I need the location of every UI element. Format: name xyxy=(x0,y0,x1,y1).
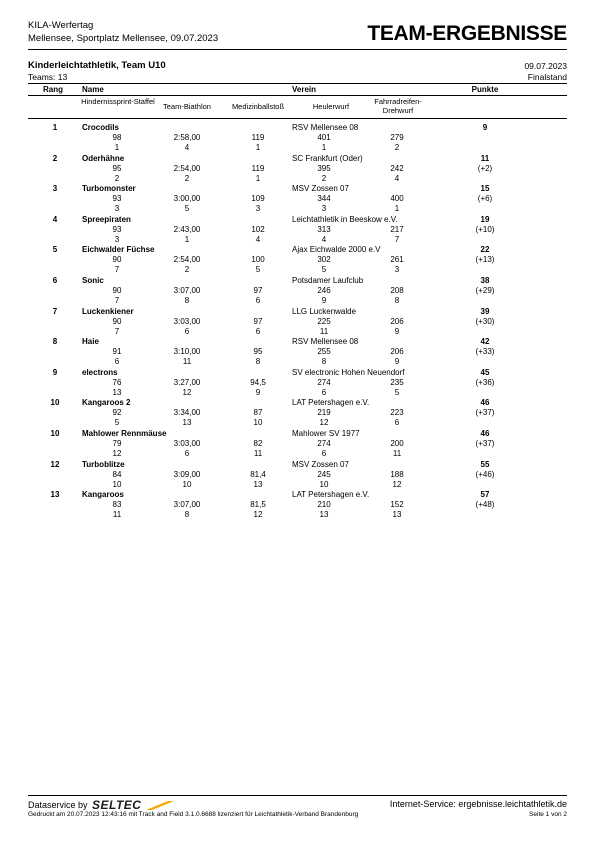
discipline-header: Team-Biathlon xyxy=(163,102,211,111)
result-value: 95 xyxy=(112,163,122,173)
result-place: 5 xyxy=(255,265,261,275)
result-value: 401 xyxy=(317,133,331,142)
result-value: 90 xyxy=(112,255,122,265)
event-name: KILA-Werfertag xyxy=(28,20,94,31)
result-place: 3 xyxy=(394,265,400,275)
result-place: 10 xyxy=(182,479,192,489)
team-name: Kangaroos 2 xyxy=(82,398,131,408)
result-place: 1 xyxy=(255,173,261,183)
result-value: 2:54,00 xyxy=(173,163,201,173)
club-name: RSV Mellensee 08 xyxy=(292,337,359,347)
result-place: 4 xyxy=(321,234,327,244)
table-row xyxy=(28,245,567,276)
result-place: 6 xyxy=(114,357,120,367)
result-value: 98 xyxy=(112,133,122,142)
result-value: 3:03,00 xyxy=(173,439,201,448)
result-value: 261 xyxy=(390,255,404,265)
points-cell: 39 xyxy=(480,306,490,316)
result-place: 12 xyxy=(319,418,329,428)
club-name: LLG Luckenwalde xyxy=(292,306,357,316)
result-place: 13 xyxy=(112,387,122,397)
points-cell: 42 xyxy=(480,337,490,347)
result-place: 11 xyxy=(319,326,329,336)
result-value: 313 xyxy=(317,224,331,234)
result-place: 1 xyxy=(114,143,120,152)
result-value: 79 xyxy=(112,439,122,448)
result-place: 9 xyxy=(321,296,327,305)
result-place: 11 xyxy=(253,449,263,458)
result-place: 6 xyxy=(255,296,261,305)
result-value: 97 xyxy=(253,286,263,295)
table-row xyxy=(28,490,567,521)
col-points: Punkte xyxy=(471,85,499,94)
table-row xyxy=(28,184,567,215)
result-place: 13 xyxy=(253,479,263,489)
result-place: 2 xyxy=(114,173,120,183)
result-value: 2:43,00 xyxy=(173,224,201,234)
result-value: 235 xyxy=(390,377,404,387)
result-value: 92 xyxy=(112,408,122,418)
club-name: Potsdamer Laufclub xyxy=(292,276,364,285)
result-value: 302 xyxy=(317,255,331,265)
competition-title: Kinderleichtathletik, Team U10 xyxy=(28,60,166,71)
result-value: 274 xyxy=(317,377,331,387)
document-title: TEAM-ERGEBNISSE xyxy=(367,22,567,45)
points-cell: 45 xyxy=(480,367,490,377)
team-name: electrons xyxy=(82,367,118,377)
result-value: 91 xyxy=(112,347,122,357)
table-row xyxy=(28,276,567,307)
result-place: 7 xyxy=(114,265,120,275)
result-value: 2:58,00 xyxy=(173,133,201,142)
result-value: 90 xyxy=(112,316,122,326)
rank-cell: 7 xyxy=(52,306,58,316)
rank-cell: 5 xyxy=(52,245,58,255)
location-date: Mellensee, Sportplatz Mellensee, 09.07.2023 xyxy=(28,33,219,44)
result-place: 9 xyxy=(255,387,261,397)
club-name: Ajax Eichwalde 2000 e.V xyxy=(292,245,381,255)
rank-cell: 1 xyxy=(52,123,58,132)
rank-cell: 12 xyxy=(50,459,60,469)
result-place: 12 xyxy=(182,387,192,397)
club-name: LAT Petershagen e.V. xyxy=(292,490,370,500)
result-place: 3 xyxy=(255,204,261,214)
result-place: 10 xyxy=(319,479,329,489)
points-cell: 9 xyxy=(482,123,488,132)
result-value: 82 xyxy=(253,439,263,448)
rank-cell: 6 xyxy=(52,276,58,285)
result-value: 217 xyxy=(390,224,404,234)
table-mid-rule xyxy=(28,95,567,96)
club-name: LAT Petershagen e.V. xyxy=(292,398,370,408)
points-diff: (+6) xyxy=(477,194,493,204)
result-value: 3:00,00 xyxy=(173,194,201,204)
logo-text: SELTEC xyxy=(92,798,142,811)
result-value: 100 xyxy=(251,255,265,265)
rank-cell: 10 xyxy=(50,429,60,438)
points-diff: (+13) xyxy=(475,255,495,265)
internet-service: Internet-Service: ergebnisse.leichtathletik.de xyxy=(389,799,567,809)
result-place: 7 xyxy=(114,326,120,336)
result-value: 208 xyxy=(390,286,404,295)
dataservice-label: Dataservice by xyxy=(28,799,88,810)
points-cell: 38 xyxy=(480,276,490,285)
points-cell: 15 xyxy=(480,184,490,194)
footer-rule xyxy=(28,795,567,796)
result-value: 255 xyxy=(317,347,331,357)
page-number: Seite 1 von 2 xyxy=(529,811,567,818)
result-value: 3:03,00 xyxy=(173,316,201,326)
result-place: 13 xyxy=(319,510,329,520)
result-place: 4 xyxy=(394,173,400,183)
result-place: 3 xyxy=(114,204,120,214)
result-place: 7 xyxy=(394,234,400,244)
table-row xyxy=(28,460,567,491)
result-value: 206 xyxy=(390,347,404,357)
result-value: 119 xyxy=(251,133,265,142)
result-place: 10 xyxy=(112,479,122,489)
points-cell: 46 xyxy=(480,398,490,408)
result-value: 95 xyxy=(253,347,263,357)
result-value: 90 xyxy=(112,286,122,295)
result-place: 7 xyxy=(114,296,120,305)
team-name: Spreepiraten xyxy=(82,214,131,224)
result-value: 84 xyxy=(112,469,122,479)
result-value: 242 xyxy=(390,163,404,173)
teams-count: Teams: 13 xyxy=(28,72,68,82)
result-value: 279 xyxy=(390,133,404,142)
points-diff: (+10) xyxy=(475,224,495,234)
result-place: 6 xyxy=(184,449,190,458)
result-value: 3:09,00 xyxy=(173,469,201,479)
result-place: 6 xyxy=(184,326,190,336)
points-cell: 46 xyxy=(480,429,490,438)
table-row xyxy=(28,154,567,185)
result-place: 6 xyxy=(321,387,327,397)
result-place: 8 xyxy=(394,296,400,305)
points-cell: 55 xyxy=(480,459,490,469)
result-value: 81,4 xyxy=(250,469,266,479)
result-value: 93 xyxy=(112,224,122,234)
team-name: Sonic xyxy=(82,276,104,285)
result-value: 102 xyxy=(251,224,265,234)
club-name: SV electronic Hohen Neuendorf xyxy=(292,367,405,377)
result-place: 6 xyxy=(255,326,261,336)
result-value: 81,5 xyxy=(250,500,266,510)
rank-cell: 10 xyxy=(50,398,60,408)
team-name: Oderhähne xyxy=(82,153,125,163)
result-value: 188 xyxy=(390,469,404,479)
table-row xyxy=(28,215,567,246)
club-name: Mahlower SV 1977 xyxy=(292,429,360,438)
result-value: 76 xyxy=(112,377,122,387)
result-value: 344 xyxy=(317,194,331,204)
result-place: 1 xyxy=(184,234,190,244)
points-diff: (+33) xyxy=(475,347,495,357)
result-value: 3:07,00 xyxy=(173,286,201,295)
result-place: 11 xyxy=(392,449,402,458)
result-value: 246 xyxy=(317,286,331,295)
result-value: 210 xyxy=(317,500,331,510)
result-value: 225 xyxy=(317,316,331,326)
col-club: Verein xyxy=(292,85,317,94)
discipline-header: Hindernissprint-Staffel xyxy=(81,97,155,106)
result-place: 1 xyxy=(394,204,400,214)
result-place: 5 xyxy=(394,387,400,397)
result-place: 10 xyxy=(253,418,263,428)
discipline-header: Medizinballstoß xyxy=(231,102,285,111)
result-place: 11 xyxy=(112,510,122,520)
result-place: 9 xyxy=(394,357,400,367)
result-value: 109 xyxy=(251,194,265,204)
result-place: 11 xyxy=(182,357,192,367)
result-place: 13 xyxy=(182,418,192,428)
result-place: 2 xyxy=(394,143,400,152)
col-name: Name xyxy=(82,85,104,94)
club-name: MSV Zossen 07 xyxy=(292,459,349,469)
result-place: 8 xyxy=(184,510,190,520)
result-place: 2 xyxy=(184,265,190,275)
result-place: 13 xyxy=(392,510,402,520)
result-place: 1 xyxy=(255,143,261,152)
result-place: 5 xyxy=(184,204,190,214)
result-place: 12 xyxy=(392,479,402,489)
result-value: 3:27,00 xyxy=(173,377,201,387)
table-row xyxy=(28,337,567,368)
result-place: 3 xyxy=(321,204,327,214)
result-value: 94,5 xyxy=(250,377,266,387)
result-value: 152 xyxy=(390,500,404,510)
result-place: 6 xyxy=(394,418,400,428)
discipline-header: Fahrradreifen-Drehwurf xyxy=(374,97,422,115)
result-value: 97 xyxy=(253,316,263,326)
team-name: Luckenkiener xyxy=(82,306,134,316)
result-place: 1 xyxy=(321,143,327,152)
result-value: 400 xyxy=(390,194,404,204)
table-header-bottom-rule xyxy=(28,118,567,119)
result-value: 206 xyxy=(390,316,404,326)
col-rank: Rang xyxy=(43,85,63,94)
table-row xyxy=(28,307,567,338)
result-place: 12 xyxy=(253,510,263,520)
print-note: Gedruckt am 20.07.2023 12:43:16 mit Track and Field 3.1.0.6688 lizenziert für Leichtathletik-Verband Brandenburg xyxy=(28,811,359,818)
team-name: Eichwalder Füchse xyxy=(82,245,155,255)
team-name: Haie xyxy=(82,337,99,347)
points-cell: 22 xyxy=(480,245,490,255)
points-diff: (+48) xyxy=(475,500,495,510)
result-place: 12 xyxy=(112,449,122,458)
rank-cell: 2 xyxy=(52,153,58,163)
rank-cell: 4 xyxy=(52,214,58,224)
team-name: Mahlower Rennmäuse xyxy=(82,429,167,438)
club-name: Leichtathletik in Beeskow e.V. xyxy=(292,214,398,224)
result-place: 9 xyxy=(394,326,400,336)
header-rule xyxy=(28,49,567,50)
result-place: 2 xyxy=(321,173,327,183)
result-value: 93 xyxy=(112,194,122,204)
rank-cell: 3 xyxy=(52,184,58,194)
club-name: RSV Mellensee 08 xyxy=(292,123,359,132)
club-name: MSV Zossen 07 xyxy=(292,184,349,194)
result-place: 4 xyxy=(184,143,190,152)
result-place: 8 xyxy=(321,357,327,367)
result-place: 4 xyxy=(255,234,261,244)
points-diff: (+29) xyxy=(475,286,495,295)
competition-date: 09.07.2023 xyxy=(524,61,567,71)
result-value: 245 xyxy=(317,469,331,479)
team-name: Crocodils xyxy=(82,123,119,132)
table-row xyxy=(28,398,567,429)
result-value: 87 xyxy=(253,408,263,418)
result-value: 3:10,00 xyxy=(173,347,201,357)
table-row xyxy=(28,123,567,154)
result-place: 6 xyxy=(321,449,327,458)
result-status: Finalstand xyxy=(527,72,567,82)
team-name: Kangaroos xyxy=(82,490,124,500)
team-name: Turboblitze xyxy=(82,459,125,469)
table-top-rule xyxy=(28,83,567,84)
result-value: 2:54,00 xyxy=(173,255,201,265)
result-place: 5 xyxy=(321,265,327,275)
result-value: 274 xyxy=(317,439,331,448)
result-value: 200 xyxy=(390,439,404,448)
points-diff: (+46) xyxy=(475,469,495,479)
points-diff: (+36) xyxy=(475,377,495,387)
points-cell: 57 xyxy=(480,490,490,500)
club-name: SC Frankfurt (Oder) xyxy=(292,153,363,163)
result-place: 5 xyxy=(114,418,120,428)
result-place: 2 xyxy=(184,173,190,183)
points-diff: (+37) xyxy=(475,439,495,448)
result-place: 3 xyxy=(114,234,120,244)
team-name: Turbomonster xyxy=(82,184,136,194)
result-value: 83 xyxy=(112,500,122,510)
points-cell: 19 xyxy=(480,214,490,224)
result-place: 8 xyxy=(255,357,261,367)
table-row xyxy=(28,368,567,399)
discipline-header: Heulerwurf xyxy=(312,102,350,111)
result-value: 219 xyxy=(317,408,331,418)
points-diff: (+37) xyxy=(475,408,495,418)
result-value: 3:34,00 xyxy=(173,408,201,418)
points-diff: (+30) xyxy=(475,316,495,326)
result-value: 3:07,00 xyxy=(173,500,201,510)
rank-cell: 13 xyxy=(50,490,60,500)
result-place: 8 xyxy=(184,296,190,305)
rank-cell: 9 xyxy=(52,367,58,377)
table-row xyxy=(28,429,567,460)
points-cell: 11 xyxy=(480,153,490,163)
points-diff: (+2) xyxy=(477,163,493,173)
rank-cell: 8 xyxy=(52,337,58,347)
result-value: 223 xyxy=(390,408,404,418)
result-value: 395 xyxy=(317,163,331,173)
result-value: 119 xyxy=(251,163,265,173)
